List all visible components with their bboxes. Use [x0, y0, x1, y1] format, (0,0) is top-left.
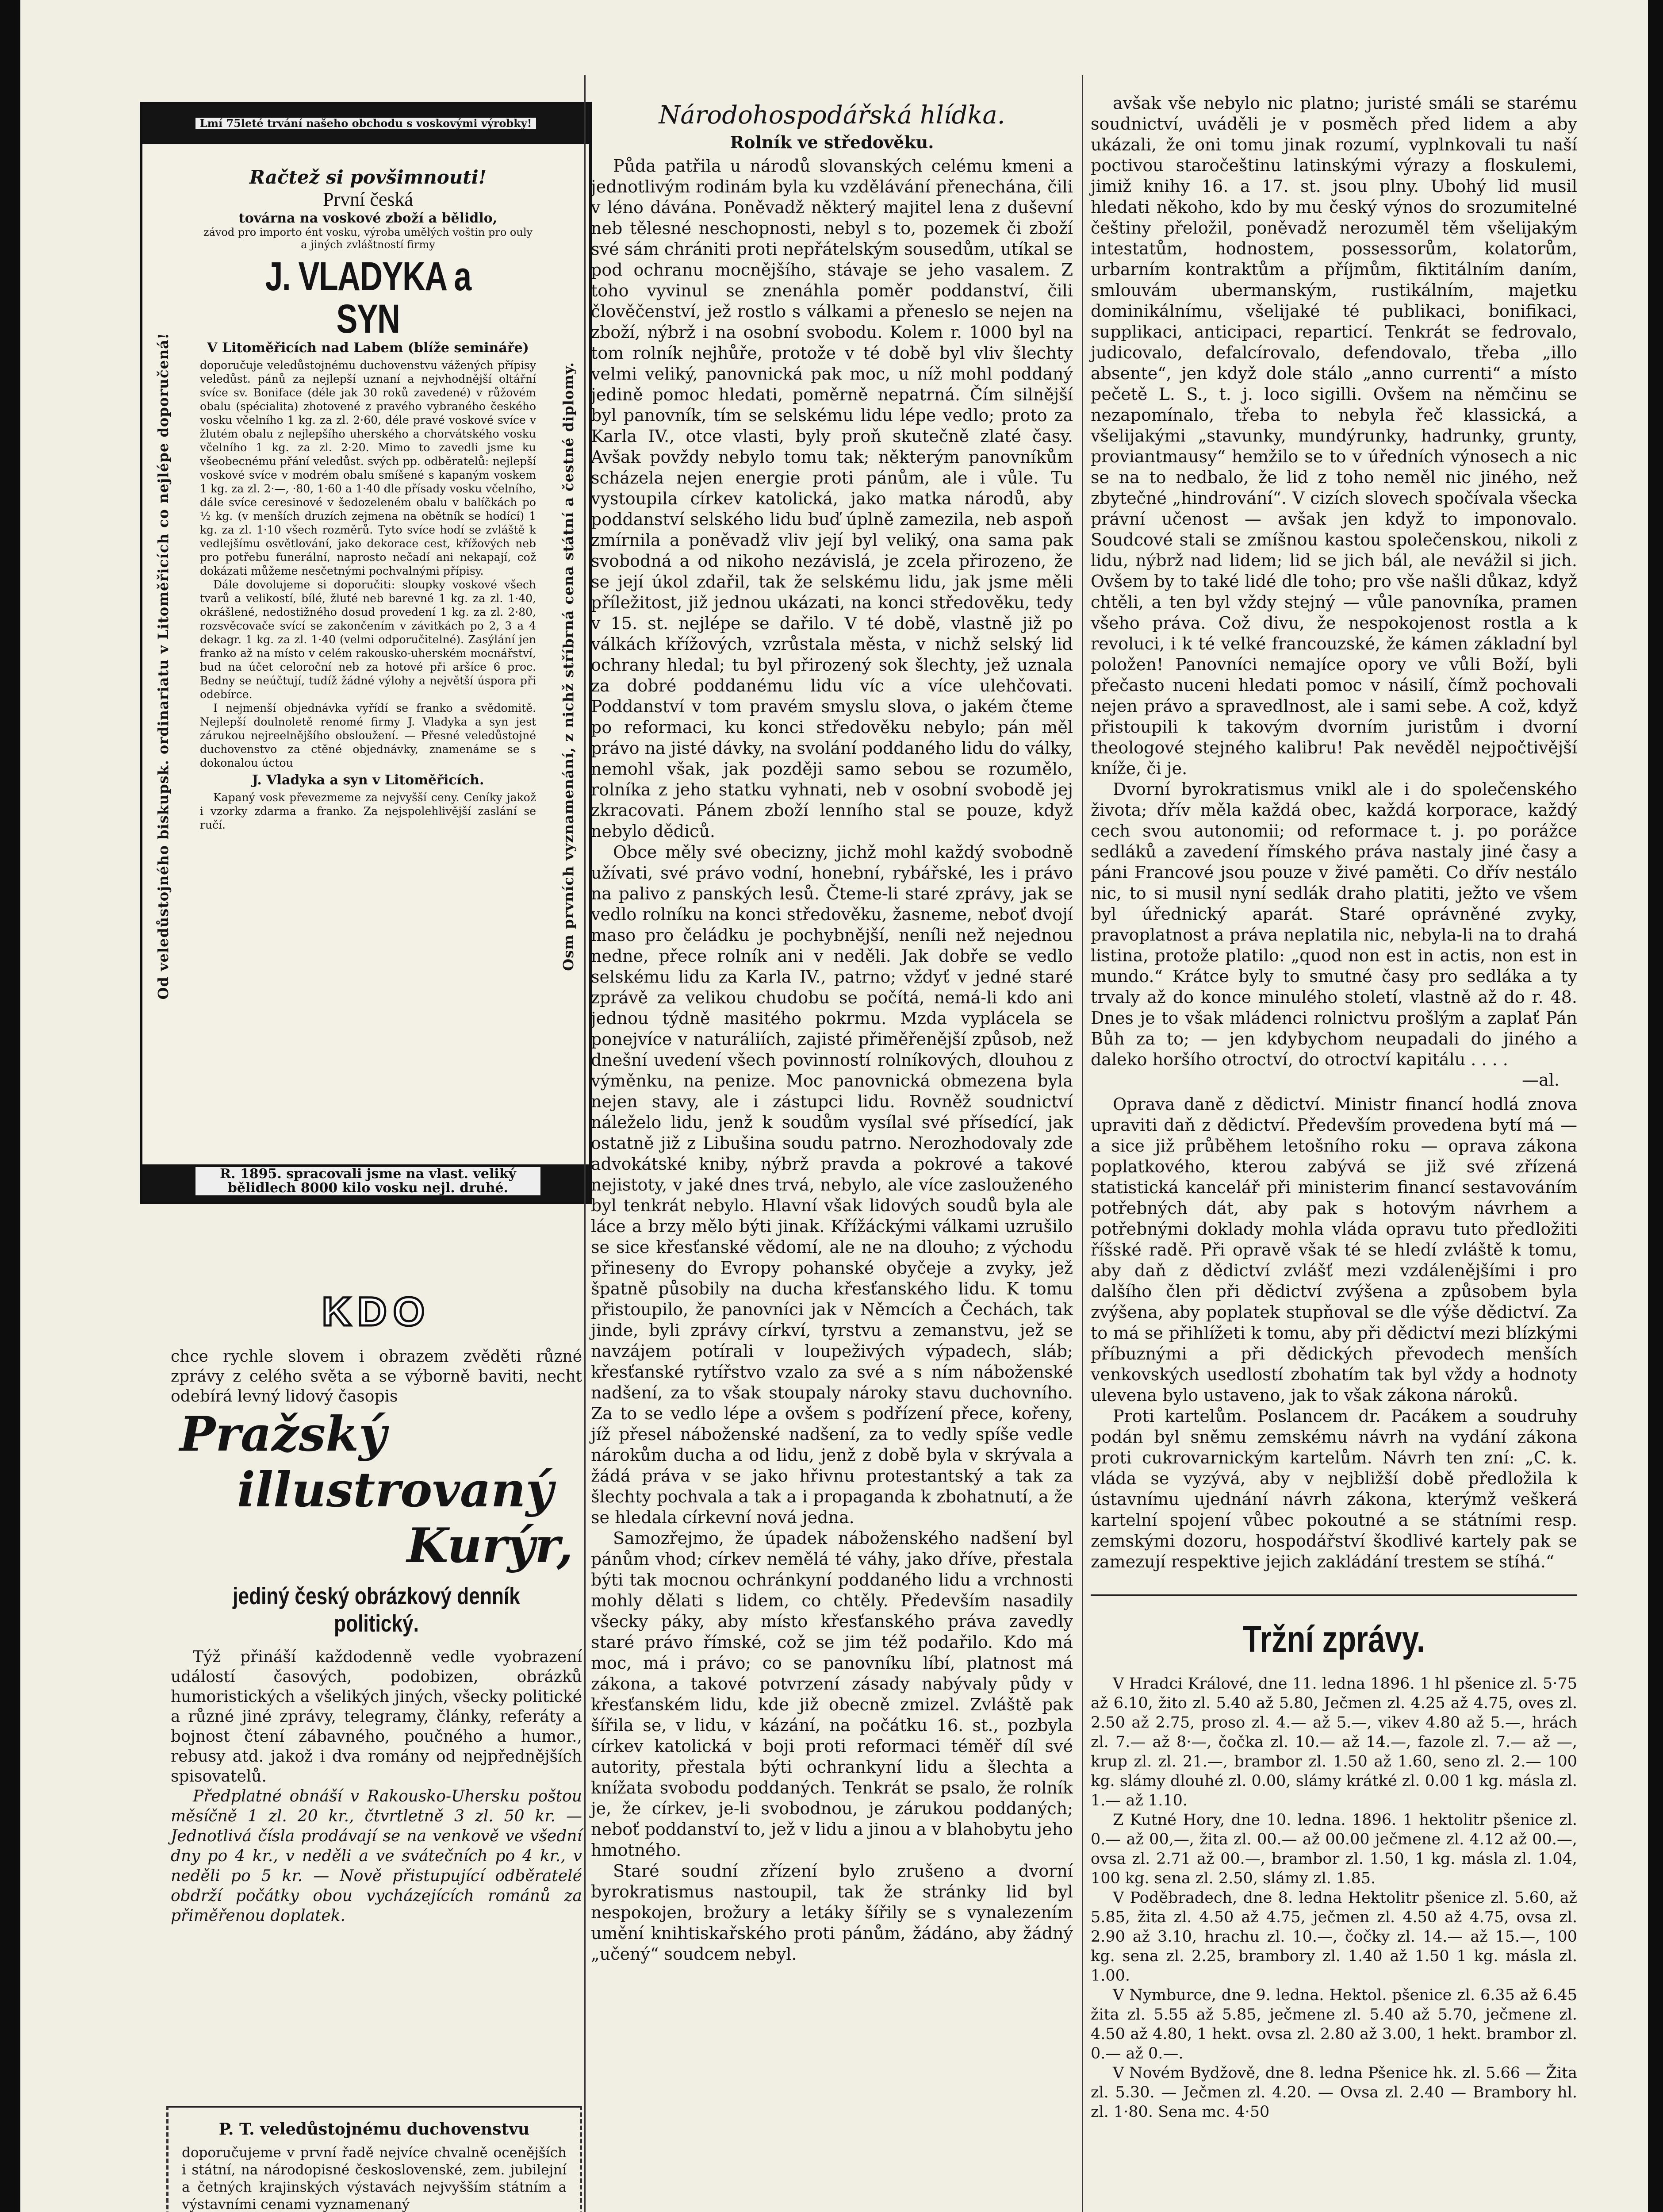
column-divider-2: [1082, 75, 1083, 2212]
kdo-intro: chce rychle slovem i obrazem zvěděti různé zprávy z celého světa a se výborně baviti, necht odebírá levný lidový časopis: [171, 1348, 582, 1406]
ad-body-text-4: Kapaný vosk převezmeme za nejvyšší ceny. Ceníky jakož i vzorky zdarma a franko. Za nejspolehlivější zaslání se ručí.: [200, 791, 536, 831]
neskudla-advertisement: [166, 2106, 582, 2212]
neskudla-heading: P. T. veledůstojnému duchovenstvu: [218, 2120, 530, 2139]
kdo-logo: KDO: [322, 1289, 431, 1334]
article-paragraph-6: Dvorní byrokratismus vnikl ale i do společenského života; dřív měla každá obec, každá korporace, každý cech svou autonomii; od reformace t. j. po porážce sedláků a zavedení římského práva nastaly jiné časy a páni Francové jsou pouze v živé paměti. Co dřív nestálo nic, to si musil nyní sedlák draho platiti, ježto ve všem byl úřednický aparát. Staré oprávněné zvyky, pravoplatnost a práva neplatila nic, nebyla-li na to drahá listina, protože platilo: „quod non est in actis, non est in mundo.“ Krátce byly to smutné časy pro sedláka a ty trvaly až do konce minulého století, vlastně až do r. 48. Dnes je to však mládenci rolnictvu prošlým a zaplať Pán Bůh za to; — jen kdybychom neupadali do jiného a daleko horšího otroctví, do otroctví kapitálu . . . .: [1091, 780, 1577, 1069]
column-economics: [591, 93, 1073, 1965]
ad-body-text-1: doporučuje veledůstojnému duchovenstvu vážených přípisy veledůst. pánů za nejlepší uznaní a nejvhodnější oltářní svíce sv. Boniface (déle jak 30 roků zavedené) v růžovém obalu (spécialita) zhotovené z pravého vybraného českého vosku včelního 1 kg. za zl. 2·60, déle pravé voskové svíce v žlutém obalu z nejlepšího uherského a chorvátského vosku včelního 1 kg. za zl. 2·20. Mimo to zavedli jsme ku všeobecnému přání veledůst. svých pp. odběratelů: nejlepší voskové svíce v modrém obalu smíšené s kapaným voskem 1 kg. za zl. 2·—, ·80, 1·60 a 1·40 dle přísady vosku včelního, dále svíce ceresinové v šedozeleném obalu v balíčkách po ½ kg. (v menších druzích zejmena na obětník se hodící) 1 kg. za zl. 1·10 všech rozměrů. Tyto svíce hodí se zvláště k vedlejšímu osvětlování, jako dekorace cest, křížových neb pro potřebu funerální, naprosto nečadí ani nekapají, což dokázati můžeme nesčetnými pochvalnými přípisy.: [200, 359, 536, 577]
article-signature: —al.: [1522, 1070, 1560, 1090]
section-divider: [1091, 1594, 1577, 1596]
neskudla-text-1: doporučujeme v první řadě nejvíce chvalně ocenějších i státní, na národopisné československé, zem. jubilejní a četných krajinských výstavách nejvyšším státním a výstavními cenami vyznamenaný: [182, 2145, 567, 2212]
ad-side-text-left: Od veledůstojného biskupsk. ordinariatu v Litoměřicích co nejlépe doporučená!: [155, 333, 172, 1000]
market-hradec: V Hradci Králové, dne 11. ledna 1896. 1 hl pšenice zl. 5·75 až 6.10, žito zl. 5.40 až 5.80, Ječmen zl. 4.25 až 4.75, oves zl. 2.50 až 2.75, proso zl. 4.— až 5.—, vikev 4.80 až 5.—, hrách zl. 7.— až 8·—, čočka zl. 10.— až 14.—, fazole zl. 7.— až —, krup zl. zl. 21.—, brambor zl. 1.50 až 1.60, seno zl. 2.— 100 kg. slámy dlouhé zl. 0.00, slámy krátké zl. 0.00 1 kg. másla zl. 1.— až 1.10.: [1091, 1675, 1577, 1809]
kurier-text-1: Týž přináší každodenně vedle vyobrazení událostí časových, podobizen, obrázků humoristických a všelikých jiných, všecky politické a různé jiné zprávy, telegramy, články, referáty a bojnost čtení zábavného, poučného a humor., rebusy atd. jakož i dva romány od nejpřednějších spisovatelů.: [171, 1648, 582, 1786]
kurier-masthead-2: illustrovaný: [237, 1462, 554, 1518]
article-subhead: Rolník ve středověku.: [730, 132, 934, 152]
ad-body-text-3: I nejmenší objednávka vyřídí se franko a svědomitě. Nejlepší doulnoletě renomé firmy J. Vladyka a syn jest zárukou nejreelnějšího obsloužení. — Přesné veledůstojné duchovenstvo za ctěné objednávky, znamenáme se s dokonalou úctou: [200, 702, 536, 769]
kurier-text-2: Předplatné obnáší v Rakousko-Uhersku poštou měsíčně 1 zl. 20 kr., čtvrtletně 3 zl. 50 kr. — Jednotlivá čísla prodávají se na venkově ve všední dny po 4 kr., v neděli a ve svátečních po 4 kr., v neděli po 5 kr. — Nově přistupující odběratelé obdrží počátky obou vycházejících románů za přiměřenou doplatek.: [171, 1787, 582, 1925]
ad-heading-4: závod pro importo ént vosku, výroba umělých voštin pro ouly a jiných zvláštností firmy: [203, 226, 533, 251]
article-paragraph-2: Obce měly své obecizny, jichž mohl každý svobodně užívati, své právo vodní, honební, rybářské, les i právo na palivo z panských lesů. Čteme-li staré zprávy, jak se vedlo rolníku na konci středověku, žasneme, neboť dvojí maso pro čeládku je pochybnější, neníli než nejednou nedne, přece rolník ani v neděli. Jak dobře se vedlo selskému lidu za Karla IV., patrno; vždyť v jedné staré zprávě za velikou chudobu se počítá, nemá-li kdo ani jednou týdně masitého pokrmu. Mzda vyplácela se ponejvíce v naturáliích, zajisté přiměřenější způsob, než dnešní uvedení všech povinností rolníkových, dlouhou z výměnku, na penize. Moc panovnická obmezena byla nejen stavy, ale i zástupci lidu. Rovněž soudnictví náleželo lidu, jenž k soudům vysílal své přísedící, jak ostatně již z Libušina soudu patrno. Nerozhodovaly zde advokátské kniby, nýbrž pravda a pokrové a takové nejistoty, v jaké dnes trvá, nebylo, ale více zaslouženého byl tenkrát nebylo. Hlavní však lidových soudů byla ale láce a brzy mělo býti jinak. Křížáckými válkami uzrušilo se sice křesťanské vědomí, ale ne na dlouho; z východu přineseny do Evropy pohanské obyčeje a zvyky, jež špatně působily na ducha křesťanského lidu. K tomu přistoupilo, že panovníci jak v Němcích a Čechách, tak jinde, byli zprávy církví, tyrstvu a zemanstvu, jež se navzájem potírali v loupeživých výpadech, sláb; křesťanské rytířstvo vzalo za své a s ním náboženské nadšení, za to však stoupaly nároky stavu duchovního. Za to se vedlo lépe a ovšem s podřízení přece, kořeny, jíž přesel náboženské nadšení, za to vedly spíše vedle nárokům ducha a od lidu, jenž z době byla v skrývala a žádá práva v se jako hřivnu protestantský a tak za šlechty pochvala a tak a i propaganda k zbohatnutí, a že se hledala církevní nová jedna.: [591, 842, 1073, 1527]
ad-firm-location: V Litoměřicích nad Labem (blíže semináře): [207, 340, 529, 356]
ad-side-text-right: Osm prvních vyznamenání, z nichž stříbrná cena státní a čestné diplomy.: [560, 361, 577, 971]
market-nymburk: V Nymburce, dne 9. ledna. Hektol. pšenice zl. 6.35 až 6.45 žita zl. 5.55 až 5.85, ječmene zl. 5.40 až 5.70, ječmene zl. 4.50 až 4.80, 1 hekt. ovsa zl. 2.80 až 3.00, 1 hekt. brambor zl. 0.— až 0.—.: [1091, 1986, 1577, 2062]
column-divider-1: [584, 75, 586, 2212]
market-reports: [1091, 1674, 1577, 2122]
ad-heading-1: Račtež si povšimnouti!: [249, 166, 487, 188]
article-paragraph-1: Půda patřila u národů slovanských celému kmeni a jednotlivým rodinám byla ku vzdělávání přenechána, čili v léno dávána. Poněvadž některý majitel lena z duševní neb tělesné neschopnosti, nebyl s to, pozemek či zboží své sám chrániti proti nepřátelským sousedům, utíkal se pod ochranu mocnějšího, stávaje se jeho vasalem. Z toho vyvinul se znenáhla poměr poddanství, čili člověčenství, jež rostlo s válkami a přeneslo se nejen na zboží, nýbrž i na osobní svobodu. Kolem r. 1000 byl na tom rolník nejhůře, protože v té době byl vliv šlechty velmi veliký, panovnická pak moc, u níž mohl poddaný jedině pomoc hledati, poměrně nepatrná. Čím silnější byl panovník, tím se selskému lidu lépe vedlo; proto za Karla IV., otce vlasti, byly proň skutečně zlaté časy. Avšak povždy nebylo tomu tak; některým panovníkům scházela nejen energie proti pánům, ale i vůle. Tu vystoupila církev katolická, jako matka národů, aby poddanství selského lidu buď úplně zamezila, neb aspoň zmírnila a poněvadž vliv její byl veliký, ona sama pak svobodná a od nikoho nezávislá, je zcela přirozeno, že se její úkol zdařil, tak že selskému lidu, jak jsme měli příležitost, již jednou ukázati, na konci středověku, tedy v 15. st. nejlépe se dařilo. V té době, vlastně již po válkách křížových, vzrůstala města, v nichž selský lid ochrany hledal; tu byl přirozený sok šlechty, jež uznala za dobré poddanému lidu víc a více ulehčovati. Poddanství v tom pravém smyslu slova, o jakém čteme po reformaci, ku konci středověku nebylo; pán měl právo na jisté dávky, na svolání poddaného lidu do války, nemohl však, jak později samo sebou se rozumělo, rolníka z jeho statku vyhnati, neb v osobní svobodě jej zkracovati. Pánem zboží lenního stal se pouze, když nebylo dědiců.: [591, 156, 1073, 841]
kurier-masthead-1: Pražský: [180, 1406, 387, 1462]
newspaper-page: [20, 0, 1648, 2212]
ad-heading-2: První česká: [322, 188, 414, 210]
ad-body: [200, 166, 536, 832]
article-paragraph-3: Samozřejmo, že úpadek náboženského nadšení byl pánům vhod; církev nemělá té váhy, jako dříve, přestala býti tak mocnou ochránkyní poddaného lidu a vrchnosti mohly dělati s lidem, co chtěly. Především nasadily všecky páky, aby místo křesťanského práva zavedly staré právo římské, což se jim též podařilo. Kdo má moc, má i právo; co se panovníku líbí, platnost má zákona, a takové potvrzení zásady nabývaly půdy v křesťanském lidu, kde již obecně zmizel. Zvláště pak šířila se, v lidu, v kázání, na počátku 16. st., pozbyla církev katolická v boji proti reformaci téměř díl své autority, přestala býti ochrankyní lidu a šlechta a knížata svobodu poddaných. Tenkrát se psalo, že rolník je, že církev, je-li svobodnou, je zárukou poddaných; neboť poddanství to, jež v lidu a jinou a v blahobytu jeho hmotného.: [591, 1528, 1073, 1860]
column-right: [1091, 93, 1577, 2122]
kurier-subtitle: jediný český obrázkový denník politický.: [233, 1583, 520, 1637]
article-paragraph-5: avšak vše nebylo nic platno; juristé smáli se starému soudnictví, uváděli je v posměch před lidem a aby ukázali, že oni tomu jinak rozumí, vyplnkovali tu naší poctivou staročeštinu latinskými výrazy a floskulemi, jimiž knihy 16. a 17. st. jsou plny. Ubohý lid musil hledati někoho, kdo by mu český výnos do srozumitelné češtiny přeložil, poněvadž nerozuměl těm všelijakým intestatům, hodnostem, possessorům, kolatorům, urbarním kontraktům a příjmům, fiktitálním daním, smlouvám ubermanským, rustikálním, majetku dominikálnímu, všelijaké té publikaci, bonifikaci, supplikaci, anticipaci, reparticí. Tenkrát se fedrovalo, judicovalo, defalcírovalo, defendovalo, třeba „illo absente“, jen když dole stálo „anno currenti“ a místo pečetě L. S., t. j. loco sigilli. Ovšem na němčinu se nezapomínalo, třeba to nebyla řeč klassická, a všelijakými „stavunky, mundýrunky, hadrunky, grunty, proviantmausy“ hemžilo se to v úředních výnosech a nic se na to nedbalo, že lid z toho neměl nic jiného, než zbytečné „hindrování“. V cizích slovech spočívala všecka právní učenost — avšak jen když to imponovalo. Soudcové stali se zmíšnou kastou společenskou, nikoli z lidu, nýbrž nad lidem; lid se jich bál, ale nevážil si jich. Ovšem by to také lidé dle toho; pro vše našli důkaz, když chtěli, a ten byl vždy stejný — vůle panovníka, pramen všeho práva. Což divu, že nespokojenost rostla a k revoluci, i k té velké francouzské, že kámen základní byl položen! Panovníci nemajíce opory ve vůli Boží, byli přečasto nuceni hledati pomoc v násilí, čímž pochovali nejen právo a spravedlnost, ale i sami sebe. A což, když přistoupili k takovým dvorním juristům i dvorní theologové stejného kalibru! Pak nevěděl nejpočtivější kníže, či je.: [1091, 93, 1577, 778]
ad-top-banner: Lmí 75leté trvání našeho obchodu s voskovými výrobky!: [195, 118, 536, 129]
ad-bottom-banner: R. 1895. spracovali jsme na vlast. veliký bělidlech 8000 kilo vosku nejl. druhé.: [195, 1167, 540, 1195]
section-title: Národohospodářská hlídka.: [659, 101, 1005, 130]
market-kutna-hora: Z Kutné Hory, dne 10. ledna. 1896. 1 hektolitr pšenice zl. 0.— až 00,—, žita zl. 00.— až 00.00 ječmene zl. 4.12 až 00.—, ovsa zl. 2.71 až 00.—, brambor zl. 1.50, 1 kg. másla zl. 1.04, 100 kg. sena zl. 2.50, slámy zl. 1.85.: [1091, 1811, 1577, 1887]
ad-firm-name: J. VLADYKA a SYN: [265, 254, 471, 342]
ad-signature: J. Vladyka a syn v Litoměřicích.: [252, 772, 484, 788]
article-paragraph-4: Staré soudní zřízení bylo zrušeno a dvorní byrokratismus nastoupil, tak že stránky lid byl nespokojen, brožury a letáky šířily se s vynalezením umění knihtiskařského proti pánům, žádáno, aby žádný „učený“ soudcem nebyl.: [591, 1861, 1073, 1964]
market-podebrady: V Poděbradech, dne 8. ledna Hektolitr pšenice zl. 5.60, až 5.85, žita zl. 4.50 až 4.75, ječmen zl. 4.50 až 4.75, ovsa zl. 2.90 až 3.10, hrachu zl. 10.—, čočky zl. 14.— až 15.—, 100 kg. sena zl. 2.25, brambory zl. 1.40 až 1.50 1 kg. másla zl. 1.00.: [1091, 1889, 1577, 1985]
kurier-masthead-3: Kurýr,: [406, 1518, 573, 1574]
kdo-advertisement: [171, 1287, 582, 1926]
ad-heading-3: továrna na voskové zboží a bělidlo,: [238, 211, 498, 226]
vladyka-advertisement: [140, 102, 592, 1204]
news-cartels: Proti kartelům. Poslancem dr. Pacákem a soudruhy podán byl sněmu zemskému návrh na vydání zákona proti cukrovarnickým kartelům. Návrh ten zní: „C. k. vláda se vyzývá, aby v nejbližší době předložila k ústavnímu ujednání návrh zákona, kterýmž veškerá kartelní spojení vůbec pokoutné a se státními resp. zemskými dozoru, hospodářství škodlivé kartely pak se zamezují respektive jejich zakládání trestem se stíhá.“: [1091, 1406, 1577, 1571]
market-novy-bydzov: V Novém Bydžově, dne 8. ledna Pšenice hk. zl. 5.66 — Žita zl. 5.30. — Ječmen zl. 4.20. — Ovsa zl. 2.40 — Brambory hl. zl. 1·80. Sena mc. 4·50: [1091, 2064, 1577, 2121]
market-title: Tržní zprávy.: [1242, 1618, 1425, 1660]
news-inheritance-tax: Oprava daně z dědictví. Ministr financí hodlá znova upraviti daň z dědictví. Především provedena bytí má — a sice již průběhem letošního roku — oprava zákona poplatkového, kterou zabývá se již své zřízená statistická kancelář při ministerim financí sestavováním potřebných dát, aby pak s hotovým návrhem a potřebnými doklady mohla vláda opravu tuto předložiti říšské radě. Při opravě však té se hledí zvláště k tomu, aby daň z dědictví zvlášť mezi vzdálenějšími i pro dalšího člen při dědictví zvýšena a způsobem byla zvýšena, aby poplatek stupňoval se dle výše dědictví. Za to má se přihlížeti k tomu, aby při dědictví mezi blízkými příbuznými a při dědických převodech menších venkovských usedlostí zbohatím tak byl vždy a hodnoty ulevena bylo ustaveno, jak to však zákona nároků.: [1091, 1094, 1577, 1405]
ad-body-text-2: Dále dovolujeme si doporučiti: sloupky voskové všech tvarů a velikostí, bílé, žluté neb barevné 1 kg. za zl. 1·40, okrášlené, nedostižného dosud provedení 1 kg. za zl. 2·80, rozsvěcovače svící se zakončením v závitkách po 2, 3 a 4 dekagr. 1 kg. za zl. 1·40 (velmi odporučitelné). Zasýlání jen franko až na místo v celém rakousko-uherském mocnářství, bud na účet celoroční neb za hotové při aršíce 6 proc. Bedny se neúčtují, tudíž žádné výlohy a největší úspora při odebírce.: [200, 578, 536, 701]
